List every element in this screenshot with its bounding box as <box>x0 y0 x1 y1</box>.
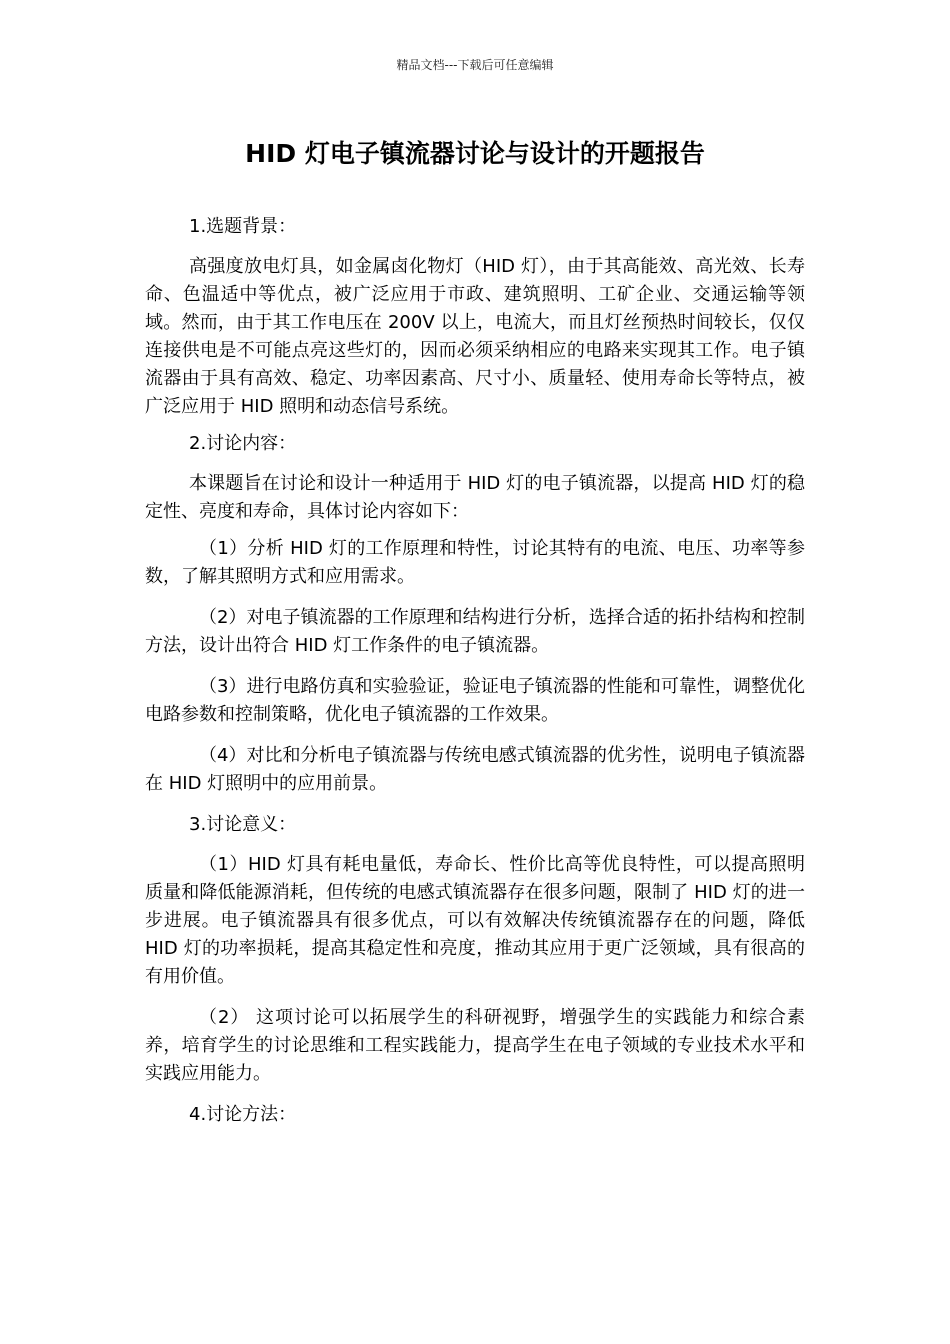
section-heading-background: 1.选题背景： <box>189 216 297 237</box>
background-paragraph: 高强度放电灯具，如金属卤化物灯（HID 灯），由于其高能效、高光效、长寿命、色温适中等优点，被广泛应用于市政、建筑照明、工矿企业、交通运输等领域。然而，由于其工作电压在 200V 以上，电流大，而且灯丝预热时间较长，仅仅连接供电是不可能点亮这些灯的，因而必须采纳相应的电路来实现其工作。电子镇流器由于具有高效、稳定、功率因素高、尺寸小、质量轻、使用寿命长等特点，被广泛应用于 HID 照明和动态信号系统。 <box>145 256 805 417</box>
section-heading-method: 4.讨论方法： <box>189 1104 297 1125</box>
content-item-3: （3）进行电路仿真和实验验证，验证电子镇流器的性能和可靠性，调整优化电路参数和控制策略，优化电子镇流器的工作效果。 <box>145 676 805 725</box>
document-body <box>145 213 805 1141</box>
significance-item-2: （2） 这项讨论可以拓展学生的科研视野，增强学生的实践能力和综合素养，培育学生的讨论思维和工程实践能力，提高学生在电子领域的专业技术水平和实践应用能力。 <box>145 1007 805 1084</box>
page-header: 精品文档---下载后可任意编辑 <box>396 58 554 72</box>
content-item-1: （1）分析 HID 灯的工作原理和特性，讨论其特有的电流、电压、功率等参数，了解其照明方式和应用需求。 <box>145 538 805 587</box>
content-item-2: （2）对电子镇流器的工作原理和结构进行分析，选择合适的拓扑结构和控制方法，设计出符合 HID 灯工作条件的电子镇流器。 <box>145 607 805 656</box>
document-title: HID 灯电子镇流器讨论与设计的开题报告 <box>245 139 705 168</box>
significance-item-1: （1）HID 灯具有耗电量低，寿命长、性价比高等优良特性，可以提高照明质量和降低能源消耗，但传统的电感式镇流器存在很多问题，限制了 HID 灯的进一步进展。电子镇流器具有很多优点，可以有效解决传统镇流器存在的问题，降低 HID 灯的功率损耗，提高其稳定性和亮度，推动其应用于更广泛领域，具有很高的有用价值。 <box>145 854 805 987</box>
content-intro-paragraph: 本课题旨在讨论和设计一种适用于 HID 灯的电子镇流器，以提高 HID 灯的稳定性、亮度和寿命，具体讨论内容如下： <box>145 473 805 522</box>
section-heading-content: 2.讨论内容： <box>189 433 297 454</box>
content-item-4: （4）对比和分析电子镇流器与传统电感式镇流器的优劣性，说明电子镇流器在 HID 灯照明中的应用前景。 <box>145 745 805 794</box>
section-heading-significance: 3.讨论意义： <box>189 814 297 835</box>
